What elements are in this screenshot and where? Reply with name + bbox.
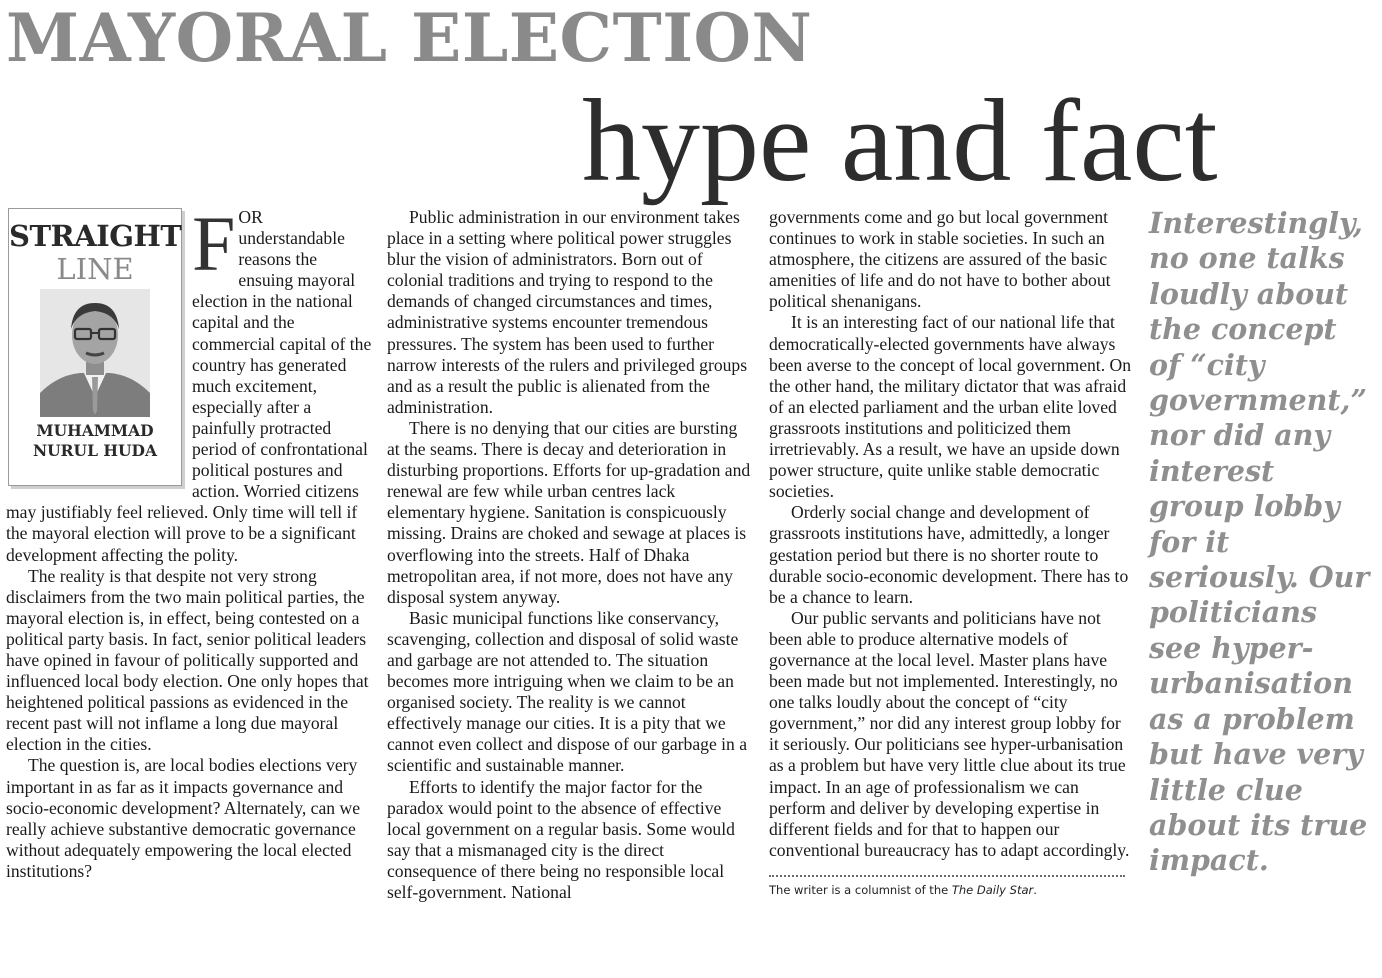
author-portrait: [40, 289, 150, 417]
article-paragraph: There is no denying that our cities are bursting at the seams. There is decay and deterioration in disturbing proportions. Efforts for up-gradation and renewal are few while urban centres lack elementary hygiene. Sanitation is conspicuously missing. Drains are choked and sewage at places is overflowing into the streets. Half of Dhaka metropolitan area, if not more, does not have any disposal system anyway.: [387, 417, 751, 607]
article-column-2: [387, 207, 751, 903]
article-paragraph: Efforts to identify the major factor for the paradox would point to the absence of effective local government on a regular basis. Some would say that a mismanaged city is the direct consequence of there being no responsible local self-government. National: [387, 776, 735, 902]
author-name-line1: MUHAMMAD: [36, 421, 154, 440]
drop-cap: F: [192, 200, 236, 287]
author-byline: [9, 421, 181, 461]
article-column-1: [6, 200, 372, 882]
article-paragraph: Orderly social change and development of grassroots institutions have, admittedly, a longer gestation period but there is no shorter route to durable socio-economic development. There has to be a chance to learn.: [769, 502, 1129, 607]
column-title-line1: STRAIGHT: [9, 219, 182, 253]
article-paragraph: OR understandable reasons the ensuing mayoral election in the national capital and the commercial capital of the country has generated much excitement, especially after a painfully protracted period of confrontational political postures and action. Worried citizens may justifiably feel relieved. Only time will tell if the mayoral election will prove to be a significant development affecting the polity.: [6, 207, 372, 565]
article-paragraph: Our public servants and politicians have not been able to produce alternative models of governance at the local level. Master plans have been made but not implemented. Interestingly, no one talks loudly about the concept of “city government,” nor did any interest group lobby for it seriously. Our politicians see hyper-urbanisation as a problem but have very little clue about its true impact. In an age of professionalism we can perform and deliver by developing expertise in different fields and for that to happen our conventional bureaucracy has to adapt accordingly.: [769, 607, 1130, 860]
columnist-box: [8, 208, 182, 486]
article-paragraph: The question is, are local bodies elections very important in as far as it impacts governance and socio-economic development? Alternately, can we really achieve substantive democratic governance without adequately empowering the local elected institutions?: [6, 755, 361, 881]
article-paragraph: Basic municipal functions like conservancy, scavenging, collection and disposal of solid waste and garbage are not attended to. The situation becomes more intriguing when we claim to be an organised society. The reality is we cannot effectively manage our cities. It is a pity that we cannot even collect and dispose of our garbage in a scientific and sustainable manner.: [387, 607, 748, 776]
article-paragraph: The reality is that despite not very strong disclaimers from the two main political parties, the mayoral election is, in effect, being contested on a political party basis. In fact, senior political leaders have opined in favour of politically supported and influenced local body election. One only hopes that heightened political passions as evidenced in the recent past will not inflame a long due mayoral election in the cities.: [6, 565, 369, 755]
article-paragraph: governments come and go but local government continues to work in stable societies. In such an atmosphere, the citizens are assured of the basic amenities of life and do not have to bother about political shenanigans.: [769, 207, 1111, 312]
article-paragraph: Public administration in our environment takes place in a setting where political power struggles blur the vision of administrators. Born out of colonial traditions and trying to respond to the demands of changed circumstances and times, administrative systems encounter tremendous pressures. The system has been used to further narrow interests of the rulers and privileged groups and as a result the public is alienated from the administration.: [387, 207, 748, 417]
headline-kicker: MAYORAL ELECTION: [6, 0, 813, 77]
column-title-line2: LINE: [56, 252, 134, 286]
article-column-3: [769, 207, 1133, 898]
writer-note: [769, 883, 1133, 898]
publication-name: The Daily Star: [951, 882, 1034, 897]
writer-note-prefix: The writer is a columnist of the: [769, 882, 952, 897]
headline-main: hype and fact: [582, 75, 1218, 206]
pull-quote: Interestingly, no one talks loudly about the concept of “city government,” nor did any interest group lobby for it seriously. Our politicians see hyper-urbanisation as a problem but have very little clue about its true impact.: [1149, 206, 1370, 878]
article-paragraph: It is an interesting fact of our national life that democratically-elected governments have always been averse to the concept of local government. On the other hand, the military dictator that was afraid of an elected parliament and the urban elite loved grassroots institutions and politicized them irretrievably. As a result, we have an upside down power structure, quite unlike stable democratic societies.: [769, 312, 1131, 502]
writer-note-suffix: .: [1033, 882, 1037, 897]
author-name-line2: NURUL HUDA: [32, 441, 157, 460]
dotted-divider: [769, 875, 1125, 877]
